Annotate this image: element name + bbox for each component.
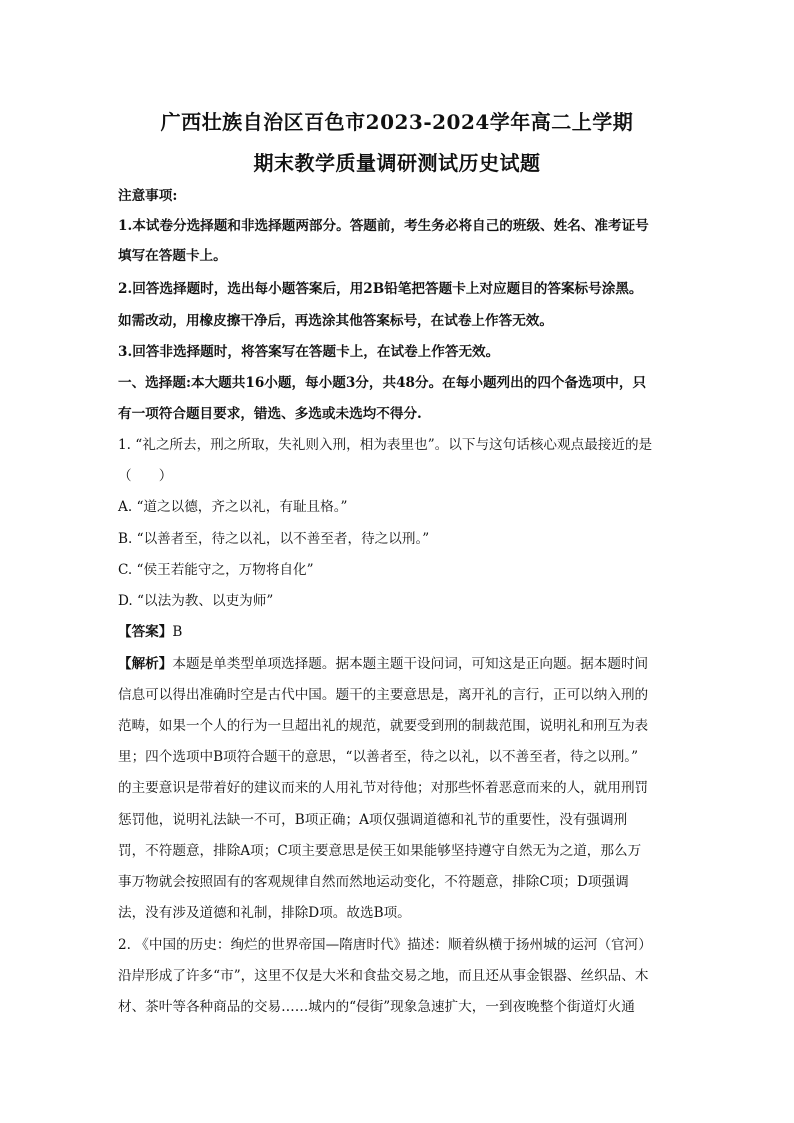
analysis-line: 范畴，如果一个人的行为一旦超出礼的规范，就要受到刑的制裁范围，说明礼和刑互为表 [118, 718, 649, 734]
notice-line: 填写在答题卡上。 [118, 248, 227, 264]
section-instruction-line: 有一项符合题目要求，错选、多选或未选均不得分. [118, 406, 422, 422]
analysis-text: 本题是单类型单项选择题。据本题主题干设问词，可知这是正向题。据本题时间 [172, 656, 649, 672]
analysis-line: 事万物就会按照固有的客观规律自然而然地运动变化，不符题意，排除C项；D项强调 [118, 874, 629, 890]
question-1-answer-paren: （ ） [118, 468, 173, 484]
document-title-line-2: 期末教学质量调研测试历史试题 [253, 151, 541, 175]
analysis-label: 【解析】 [118, 656, 173, 672]
answer-value: B [172, 624, 183, 640]
analysis-line: 的主要意识是带着好的建议而来的人用礼节对待他；对那些怀着恶意而来的人，就用刑罚 [118, 780, 649, 796]
analysis-line: 罚，不符题意，排除A项；C项主要意思是侯王如果能够坚持遵守自然无为之道，那么万 [118, 843, 642, 859]
question-2-line: 2. 《中国的历史：绚烂的世界帝国—隋唐时代》描述：顺着纵横于扬州城的运河（官河） [118, 937, 652, 953]
notice-line: 2.回答选择题时，选出每小题答案后，用2B铅笔把答题卡上对应题目的答案标号涂黑。 [118, 281, 643, 297]
question-2-line: 材、茶叶等各种商品的交易……城内的“侵街”现象急速扩大，一到夜晚整个街道灯火通 [118, 999, 635, 1015]
notice-line: 如需改动，用橡皮擦干净后，再选涂其他答案标号，在试卷上作答无效。 [118, 313, 553, 329]
analysis-line: 里；四个选项中B项符合题干的意思，“以善者至，待之以礼，以不善至者，待之以刑。” [118, 749, 639, 765]
question-2-line: 沿岸形成了许多“市”，这里不仅是大米和食盐交易之地，而且还从事金银器、丝织品、木 [118, 968, 649, 984]
analysis-line [118, 654, 678, 674]
question-1-answer [118, 622, 678, 642]
notice-line: 3.回答非选择题时，将答案写在答题卡上，在试卷上作答无效。 [118, 344, 500, 360]
question-1-option-b: B. “以善者至，待之以礼，以不善至者，待之以刑。” [118, 531, 430, 547]
question-1-option-c: C. “侯王若能守之，万物将自化” [118, 562, 314, 578]
analysis-line: 惩罚他，说明礼法缺一不可，B项正确；A项仅强调道德和礼节的重要性，没有强调刑 [118, 812, 628, 828]
answer-label: 【答案】 [118, 624, 173, 640]
document-title-line-1: 广西壮族自治区百色市2023-2024学年高二上学期 [160, 110, 634, 134]
notice-heading: 注意事项: [118, 188, 178, 204]
notice-line: 1.本试卷分选择题和非选择题两部分。答题前，考生务必将自己的班级、姓名、准考证号 [118, 218, 649, 234]
question-1-stem: 1. “礼之所去，刑之所取，失礼则入刑，相为表里也”。以下与这句话核心观点最接近的是 [118, 437, 653, 453]
section-instruction-line: 一、选择题:本大题共16小题，每小题3分，共48分。在每小题列出的四个备选项中，只 [118, 375, 647, 391]
question-1-option-d: D. “以法为教、以吏为师” [118, 593, 274, 609]
analysis-line: 信息可以得出准确时空是古代中国。题干的主要意思是，离开礼的言行，正可以纳入刑的 [118, 687, 649, 703]
analysis-line: 法，没有涉及道德和礼制，排除D项。故选B项。 [118, 905, 411, 921]
question-1-option-a: A. “道之以德，齐之以礼，有耻且格。” [118, 499, 348, 515]
